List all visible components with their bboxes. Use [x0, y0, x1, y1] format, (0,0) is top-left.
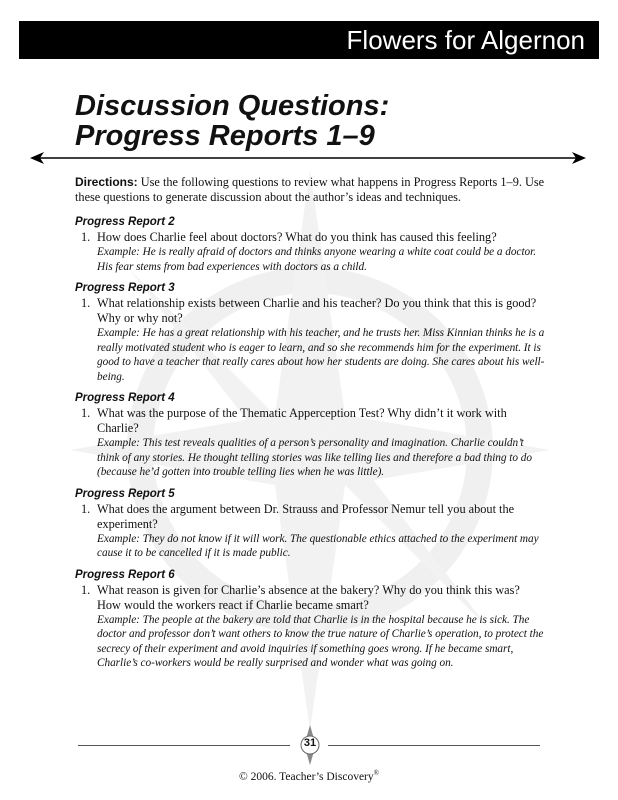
copyright-text: © 2006. Teacher’s Discovery — [239, 770, 374, 783]
section-heading: Progress Report 4 — [75, 392, 175, 404]
section-heading: Progress Report 6 — [75, 568, 175, 581]
question-text: What does the argument between Dr. Strauss and Professor Nemur tell you about the experiment? — [97, 501, 515, 531]
section-heading: Progress Report 3 — [75, 282, 175, 294]
copyright-notice — [0, 766, 618, 784]
question-text: What reason is given for Charlie’s absence at the bakery? Why do you think this was? How would the workers react if Charlie became smart? — [97, 582, 520, 612]
example-answer: Example: He has a great relationship with his teacher, and he trusts her. Miss Kinnian thinks he is a really motivated student who is eager to learn, and so she recommends him for the experiment. It is good to have a teacher that really cares about how her students are doing. She cares about his well-being. — [97, 327, 545, 383]
question-item — [75, 406, 545, 480]
registered-mark: ® — [373, 769, 379, 777]
question-text: How does Charlie feel about doctors? What do you think has caused this feeling? — [97, 230, 497, 244]
footer-rule-left — [78, 745, 290, 746]
question-item — [75, 230, 545, 274]
question-number: 1. — [81, 406, 91, 420]
question-text: What relationship exists between Charlie and his teacher? Do you think that this is good? Why or why not? — [97, 296, 537, 325]
directions-text: Use the following questions to review what happens in Progress Reports 1–9. Use these questions to generate discussion about the author’s ideas and techniques. — [75, 175, 545, 204]
question-item — [75, 583, 545, 671]
question-number: 1. — [81, 296, 91, 310]
question-item — [75, 296, 545, 384]
page-title — [75, 91, 389, 151]
page-title-line-2: Progress Reports 1–9 — [75, 120, 375, 152]
question-number: 1. — [81, 582, 91, 597]
content-area — [75, 175, 545, 678]
section-progress-report-5 — [75, 487, 545, 561]
directions-label: Directions: — [75, 175, 138, 189]
book-title: Flowers for Algernon — [346, 25, 585, 55]
question-item — [75, 502, 545, 561]
page-title-line-1: Discussion Questions: — [75, 90, 390, 122]
section-progress-report-4 — [75, 391, 545, 480]
header-bar — [19, 21, 599, 59]
question-number: 1. — [81, 230, 91, 244]
example-answer: Example: They do not know if it will work. The questionable ethics attached to the experiment may cause it to be cancelled if it is made public. — [97, 532, 539, 559]
section-progress-report-3 — [75, 281, 545, 384]
question-number: 1. — [81, 501, 91, 516]
footer-rule-right — [328, 745, 540, 746]
section-heading: Progress Report 5 — [75, 487, 175, 500]
page-number: 31 — [303, 737, 317, 749]
question-text: What was the purpose of the Thematic Apperception Test? Why didn’t it work with Charlie? — [97, 406, 507, 435]
section-progress-report-2 — [75, 215, 545, 274]
example-answer: Example: He is really afraid of doctors and thinks anyone wearing a white coat could be a doctor. His fear stems from bad experiences with doctors as a child. — [97, 246, 537, 273]
section-progress-report-6 — [75, 568, 545, 671]
example-answer: Example: The people at the bakery are told that Charlie is in the hospital because he is sick. The doctor and professor don’t want others to know the true nature of Charlie’s operation, to protect the secrecy of their experiment and avoid inquiries if something goes wrong. If he became smart, Charlie’s co-workers would be really surprised and wonder what was going on. — [97, 613, 544, 669]
example-answer: Example: This test reveals qualities of a person’s personality and imagination. Charlie couldn’t think of any stories. He thought telling stories was like telling lies and therefore a bad thing to do (because he’d gotten into trouble telling lies when he was little). — [97, 437, 532, 478]
directions — [75, 175, 545, 205]
section-heading: Progress Report 2 — [75, 216, 175, 228]
double-arrow-divider — [30, 151, 586, 165]
